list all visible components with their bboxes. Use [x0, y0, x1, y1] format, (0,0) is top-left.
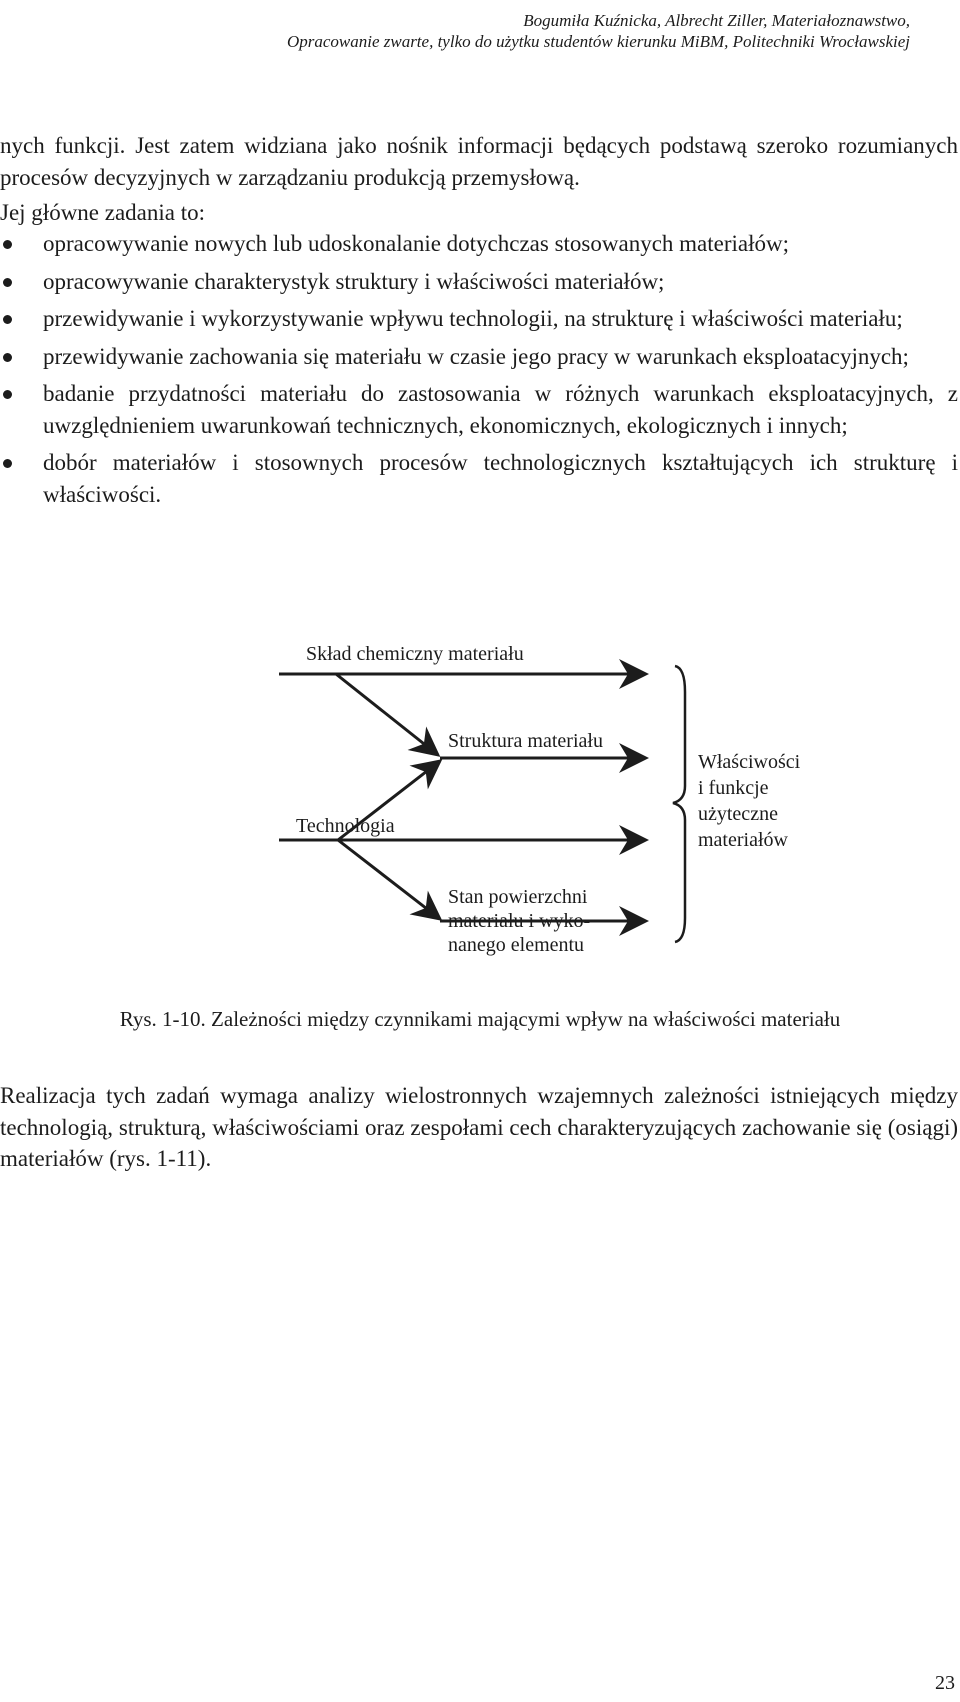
- label-structure: Struktura materiału: [448, 730, 603, 752]
- header-authors: Bogumiła Kuźnicka, Albrecht Ziller, Materiałoznawstwo,: [523, 11, 910, 30]
- list-item: opracowywanie nowych lub udoskonalanie dotychczas stosowanych materiałów;: [0, 228, 958, 260]
- label-chemical-composition: Skład chemiczny materiału: [306, 643, 524, 665]
- label-properties-line1: Właściwości: [698, 751, 801, 773]
- label-surface-line3: nanego elementu: [448, 934, 585, 956]
- header-note: Opracowanie zwarte, tylko do użytku studentów kierunku MiBM, Politechniki Wrocławskiej: [286, 32, 910, 51]
- list-item: dobór materiałów i stosownych procesów technologicznych kształtujących ich strukturę i właściwości.: [0, 447, 958, 510]
- list-item: przewidywanie zachowania się materiału w czasie jego pracy w warunkach eksploatacyjnych;: [0, 341, 958, 373]
- label-properties-line4: materiałów: [698, 829, 788, 851]
- running-header: [287, 10, 910, 52]
- label-surface-line2: materiału i wyko-: [448, 910, 591, 932]
- list-item: opracowywanie charakterystyk struktury i właściwości materiałów;: [0, 266, 958, 298]
- list-item: przewidywanie i wykorzystywanie wpływu technologii, na strukturę i właściwości materiału;: [0, 303, 958, 335]
- conclusion-paragraph: Realizacja tych zadań wymaga analizy wielostronnych wzajemnych zależności istniejących między technologią, strukturą, właściwościami oraz zespołami cech charakteryzujących zachowanie się (osiągi) materiałów (rys. 1-11).: [0, 1083, 958, 1171]
- label-properties-line3: użyteczne: [698, 803, 778, 825]
- page-number: 23: [935, 1672, 955, 1694]
- arrow-chemical-to-structure: [336, 674, 438, 755]
- factors-diagram: [243, 640, 833, 972]
- label-properties-line2: i funkcje: [698, 777, 769, 799]
- tasks-intro: Jej główne zadania to:: [0, 200, 206, 225]
- label-surface-line1: Stan powierzchni: [448, 886, 588, 908]
- tasks-list: [0, 228, 958, 510]
- intro-paragraph: nych funkcji. Jest zatem widziana jako nośnik informacji będących podstawą szeroko rozumianych procesów decyzyjnych w zarządzaniu produkcją przemysłową.: [0, 133, 958, 190]
- list-item: badanie przydatności materiału do zastosowania w różnych warunkach eksploatacyjnych, z uwzględnieniem uwarunkowań technicznych, ekonomicznych, ekologicznych i innych;: [0, 378, 958, 441]
- curly-brace: [673, 666, 685, 942]
- arrow-technology-to-surface: [338, 840, 440, 919]
- figure-caption: Rys. 1-10. Zależności między czynnikami mającymi wpływ na właściwości materiału: [119, 1007, 841, 1031]
- label-technology: Technologia: [296, 815, 395, 837]
